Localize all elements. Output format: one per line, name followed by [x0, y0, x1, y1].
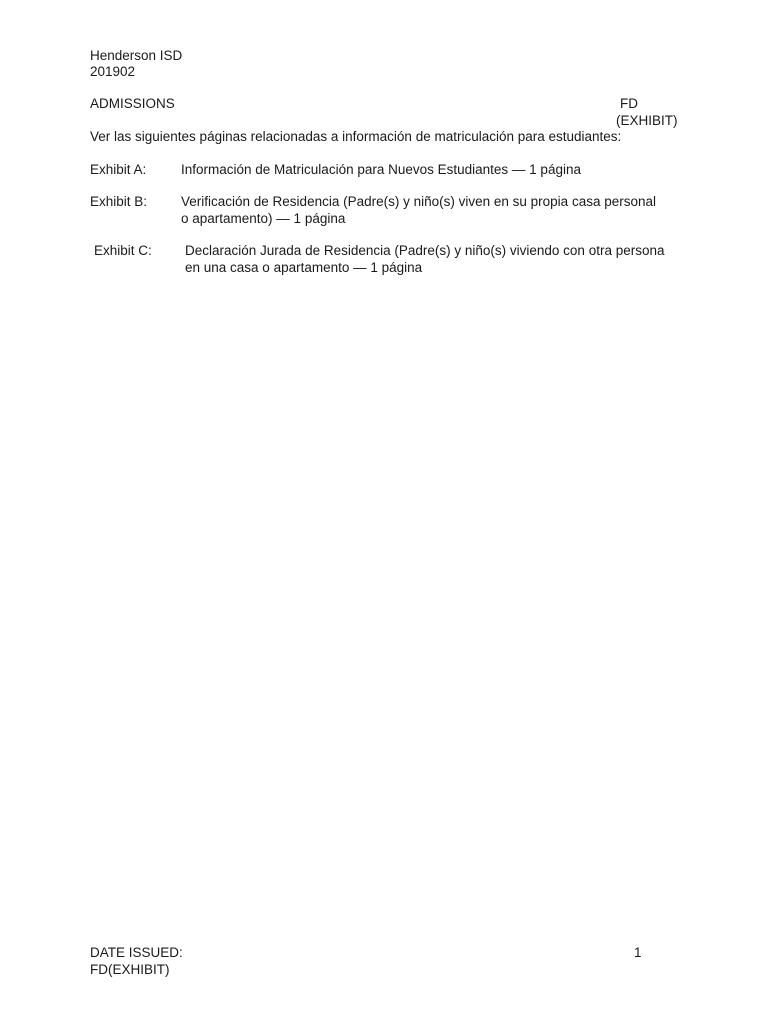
exhibit-b-label: Exhibit B: — [90, 194, 148, 209]
page-number: 1 — [634, 945, 642, 960]
policy-date-code: 201902 — [90, 64, 136, 79]
exhibit-a-label: Exhibit A: — [90, 162, 147, 177]
exhibit-b-description-line1: Verificación de Residencia (Padre(s) y niño(s) viven en su propia casa personal — [181, 194, 656, 209]
policy-type: (EXHIBIT) — [616, 113, 678, 128]
exhibit-a-description: Información de Matriculación para Nuevos Estudiantes — 1 página — [181, 162, 581, 177]
exhibit-c-description-line2: en una casa o apartamento — 1 página — [185, 260, 423, 275]
district-name: Henderson ISD — [90, 48, 183, 63]
exhibit-c-label: Exhibit C: — [94, 243, 152, 258]
section-title: ADMISSIONS — [90, 96, 175, 111]
date-issued-label: DATE ISSUED: — [90, 945, 183, 960]
exhibit-b-description-line2: o apartamento) — 1 página — [181, 211, 346, 226]
intro-text: Ver las siguientes páginas relacionadas a información de matriculación para estudiantes: — [90, 129, 622, 144]
exhibit-c-description-line1: Declaración Jurada de Residencia (Padre(s) y niño(s) viviendo con otra persona — [185, 243, 665, 258]
footer-policy-ref: FD(EXHIBIT) — [90, 962, 170, 977]
policy-code: FD — [620, 96, 638, 111]
